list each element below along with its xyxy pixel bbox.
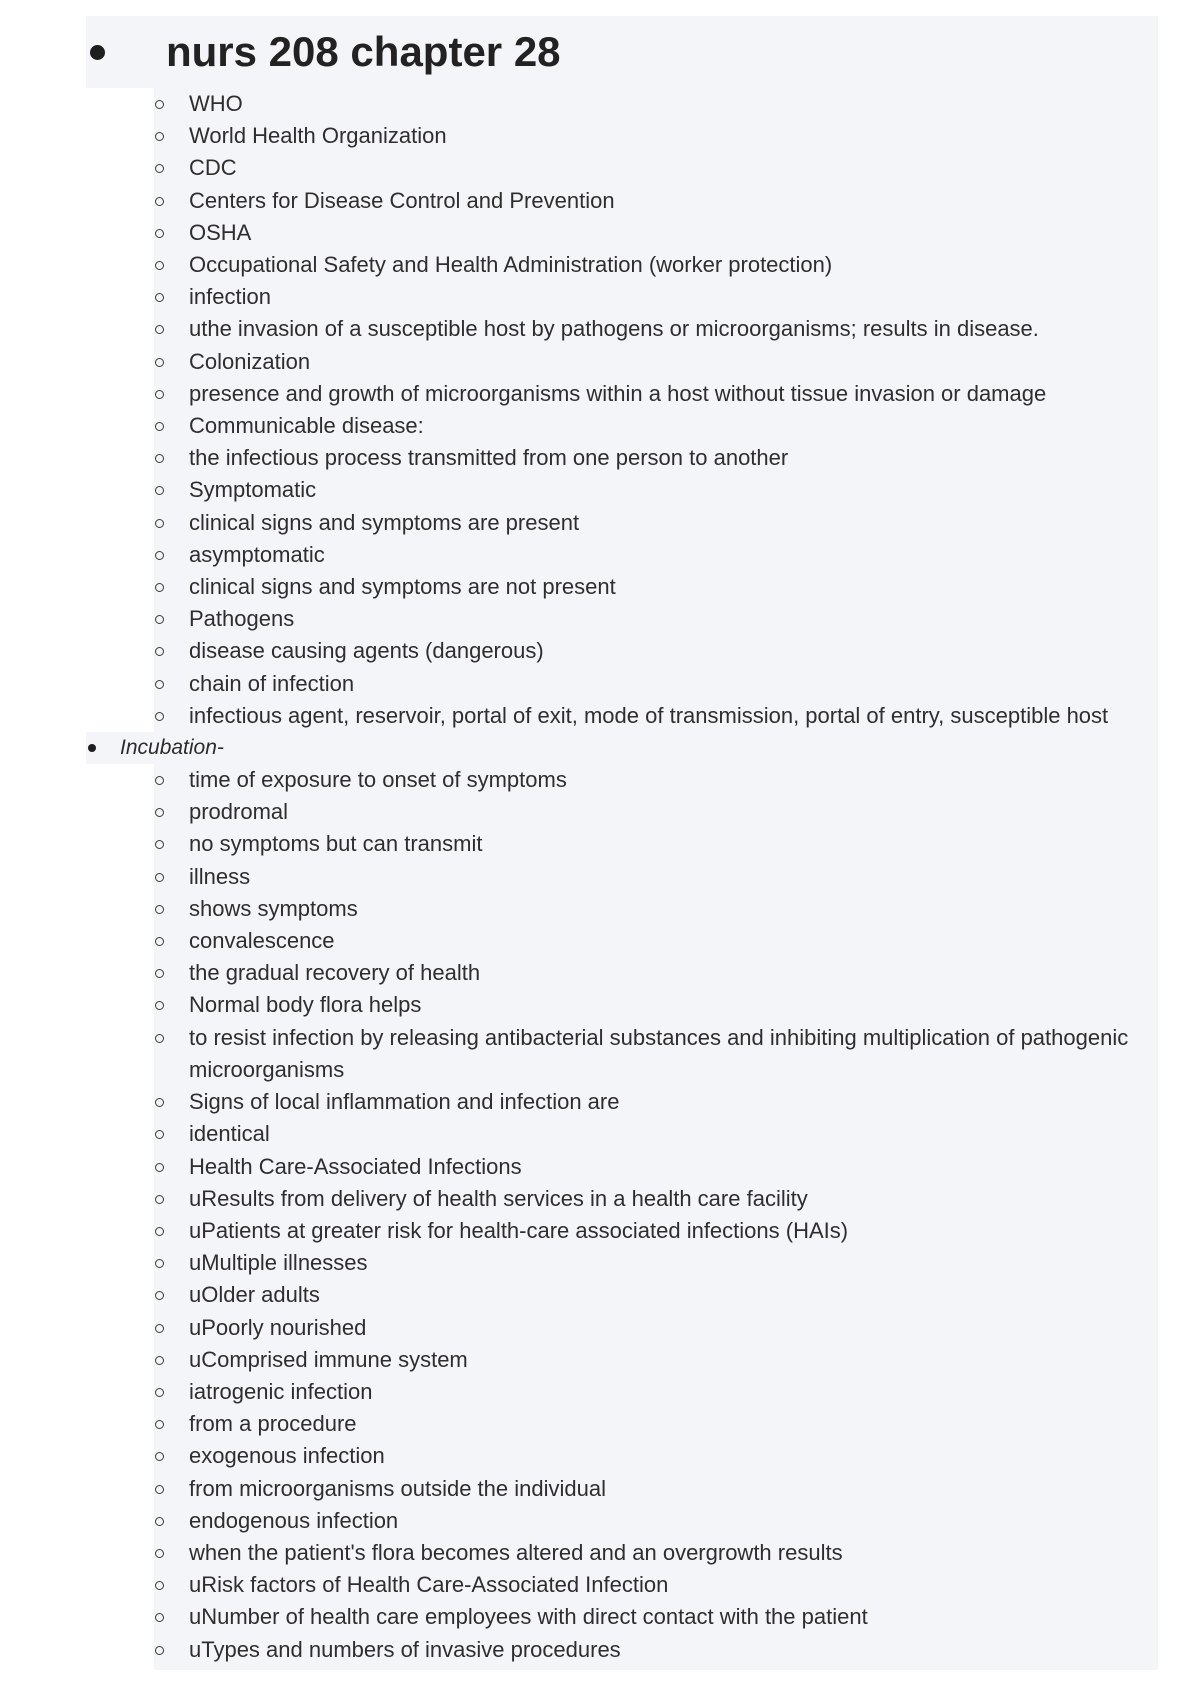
list-item-text: Signs of local inflammation and infection are	[189, 1089, 620, 1115]
list-item-text: Normal body flora helps	[189, 992, 422, 1018]
list-item	[154, 1537, 1158, 1569]
section-heading: Incubation-	[120, 736, 224, 760]
list-item-text: iatrogenic infection	[189, 1378, 373, 1404]
circle-bullet-icon	[155, 519, 164, 528]
circle-bullet-icon	[155, 873, 164, 882]
list-item-text: shows symptoms	[189, 895, 358, 921]
list-item	[154, 571, 1158, 603]
circle-bullet-icon	[155, 100, 164, 109]
list-item	[154, 88, 1158, 120]
circle-bullet-icon	[155, 680, 164, 689]
list-item-text: infectious agent, reservoir, portal of exit, mode of transmission, portal of entry, susceptible host	[189, 702, 1109, 728]
circle-bullet-icon	[155, 293, 164, 302]
bullet-list-1	[154, 88, 1158, 732]
circle-bullet-icon	[155, 1646, 164, 1655]
list-item-text: when the patient's flora becomes altered and an overgrowth results	[189, 1539, 843, 1565]
list-item	[154, 152, 1158, 184]
circle-bullet-icon	[155, 422, 164, 431]
list-item	[154, 442, 1158, 474]
list-item	[154, 1408, 1158, 1440]
list-item-text: uthe invasion of a susceptible host by pathogens or microorganisms; results in disease.	[189, 316, 1039, 342]
circle-bullet-icon	[155, 486, 164, 495]
circle-bullet-icon	[155, 1549, 164, 1558]
list-item	[154, 1022, 1158, 1086]
circle-bullet-icon	[155, 1356, 164, 1365]
list-item	[154, 635, 1158, 667]
list-item	[154, 1279, 1158, 1311]
list-item-text: the infectious process transmitted from one person to another	[189, 445, 789, 471]
list-item	[154, 346, 1158, 378]
circle-bullet-icon	[155, 647, 164, 656]
circle-bullet-icon	[155, 1163, 164, 1172]
list-item-text: no symptoms but can transmit	[189, 831, 483, 857]
list-item-text: prodromal	[189, 799, 289, 825]
list-item	[154, 1569, 1158, 1601]
section-row	[86, 732, 1158, 764]
list-item	[154, 474, 1158, 506]
circle-bullet-icon	[155, 261, 164, 270]
list-item	[154, 1473, 1158, 1505]
list-item-text: uResults from delivery of health services in a health care facility	[189, 1185, 808, 1211]
list-item-text: convalescence	[189, 928, 335, 954]
circle-bullet-icon	[155, 1581, 164, 1590]
list-item	[154, 410, 1158, 442]
list-item	[154, 1183, 1158, 1215]
list-item	[154, 539, 1158, 571]
circle-bullet-icon	[155, 969, 164, 978]
list-item	[154, 1215, 1158, 1247]
list-item-text: uOlder adults	[189, 1282, 320, 1308]
list-item	[154, 217, 1158, 249]
circle-bullet-icon	[155, 1517, 164, 1526]
circle-bullet-icon	[155, 905, 164, 914]
circle-bullet-icon	[155, 937, 164, 946]
circle-bullet-icon	[155, 1227, 164, 1236]
list-item	[154, 893, 1158, 925]
list-item-text: uMultiple illnesses	[189, 1250, 368, 1276]
list-item-text: illness	[189, 863, 251, 889]
list-item	[154, 1376, 1158, 1408]
list-item-text: from microorganisms outside the individual	[189, 1475, 606, 1501]
list-item-text: uTypes and numbers of invasive procedures	[189, 1636, 621, 1662]
document	[86, 16, 1158, 1670]
circle-bullet-icon	[155, 1613, 164, 1622]
circle-bullet-icon	[155, 551, 164, 560]
list-item	[154, 1634, 1158, 1666]
list-item	[154, 378, 1158, 410]
list-item	[154, 989, 1158, 1021]
circle-bullet-icon	[155, 583, 164, 592]
list-item	[154, 925, 1158, 957]
list-item-text: Symptomatic	[189, 477, 317, 503]
list-item-text: Communicable disease:	[189, 413, 424, 439]
circle-bullet-icon	[155, 615, 164, 624]
list-item	[154, 603, 1158, 635]
circle-bullet-icon	[155, 1195, 164, 1204]
list-item-text: chain of infection	[189, 670, 355, 696]
circle-bullet-icon	[155, 1452, 164, 1461]
list-item-text: uRisk factors of Health Care-Associated Infection	[189, 1572, 669, 1598]
circle-bullet-icon	[155, 840, 164, 849]
list-item	[154, 1086, 1158, 1118]
circle-bullet-icon	[155, 1324, 164, 1333]
list-item	[154, 249, 1158, 281]
circle-bullet-icon	[155, 454, 164, 463]
list-item	[154, 796, 1158, 828]
list-item-text: OSHA	[189, 219, 252, 245]
list-item	[154, 1601, 1158, 1633]
list-item-text: disease causing agents (dangerous)	[189, 638, 544, 664]
circle-bullet-icon	[155, 712, 164, 721]
page-title: nurs 208 chapter 28	[166, 28, 561, 75]
circle-bullet-icon	[155, 1291, 164, 1300]
circle-bullet-icon	[155, 1034, 164, 1043]
circle-bullet-icon	[155, 1001, 164, 1010]
list-item-text: Health Care-Associated Infections	[189, 1153, 522, 1179]
list-item	[154, 1344, 1158, 1376]
list-item-text: Centers for Disease Control and Prevention	[189, 187, 615, 213]
list-item-text: exogenous infection	[189, 1443, 385, 1469]
list-item-text: time of exposure to onset of symptoms	[189, 767, 567, 793]
circle-bullet-icon	[155, 1098, 164, 1107]
circle-bullet-icon	[155, 390, 164, 399]
list-item	[154, 1312, 1158, 1344]
circle-bullet-icon	[155, 358, 164, 367]
circle-bullet-icon	[155, 1130, 164, 1139]
circle-bullet-icon	[155, 1420, 164, 1429]
list-item-text: uPatients at greater risk for health-care associated infections (HAIs)	[189, 1217, 849, 1243]
list-item-text: the gradual recovery of health	[189, 960, 481, 986]
circle-bullet-icon	[155, 776, 164, 785]
list-item-text: WHO	[189, 91, 243, 116]
title-row	[86, 16, 1158, 88]
list-item	[154, 861, 1158, 893]
list-item-text: Occupational Safety and Health Administration (worker protection)	[189, 252, 833, 278]
list-item	[154, 120, 1158, 152]
circle-bullet-icon	[155, 1485, 164, 1494]
bullet-icon	[88, 744, 96, 752]
list-item	[154, 1440, 1158, 1472]
circle-bullet-icon	[155, 325, 164, 334]
list-item	[154, 1118, 1158, 1150]
list-item-text: World Health Organization	[189, 123, 447, 149]
list-item	[154, 957, 1158, 989]
list-item-text: CDC	[189, 155, 237, 181]
list-item	[154, 668, 1158, 700]
list-item-text: to resist infection by releasing antibacterial substances and inhibiting multiplication of pathogenic microorganisms	[189, 1024, 1129, 1082]
list-item-text: clinical signs and symptoms are not present	[189, 574, 616, 600]
circle-bullet-icon	[155, 1388, 164, 1397]
list-item-text: clinical signs and symptoms are present	[189, 509, 580, 535]
list-item	[154, 313, 1158, 345]
circle-bullet-icon	[155, 1259, 164, 1268]
list-item	[154, 764, 1158, 796]
list-item-text: uPoorly nourished	[189, 1314, 367, 1340]
list-item	[154, 281, 1158, 313]
list-item-text: uComprised immune system	[189, 1346, 468, 1372]
circle-bullet-icon	[155, 808, 164, 817]
list-item	[154, 828, 1158, 860]
bullet-icon	[90, 45, 105, 60]
list-item-text: Colonization	[189, 348, 311, 374]
list-item	[154, 1505, 1158, 1537]
list-item-text: endogenous infection	[189, 1507, 399, 1533]
list-item	[154, 185, 1158, 217]
circle-bullet-icon	[155, 164, 164, 173]
list-item-text: Pathogens	[189, 606, 295, 632]
bullet-list-2	[154, 764, 1158, 1670]
list-item	[154, 507, 1158, 539]
list-item	[154, 700, 1158, 732]
list-item	[154, 1151, 1158, 1183]
list-item-text: asymptomatic	[189, 541, 325, 567]
list-item-text: from a procedure	[189, 1411, 357, 1437]
list-item-text: infection	[189, 284, 271, 310]
circle-bullet-icon	[155, 132, 164, 141]
list-item-text: presence and growth of microorganisms within a host without tissue invasion or damage	[189, 380, 1047, 406]
circle-bullet-icon	[155, 229, 164, 238]
list-item-text: uNumber of health care employees with direct contact with the patient	[189, 1604, 868, 1630]
circle-bullet-icon	[155, 197, 164, 206]
list-item	[154, 1247, 1158, 1279]
list-item-text: identical	[189, 1121, 270, 1147]
